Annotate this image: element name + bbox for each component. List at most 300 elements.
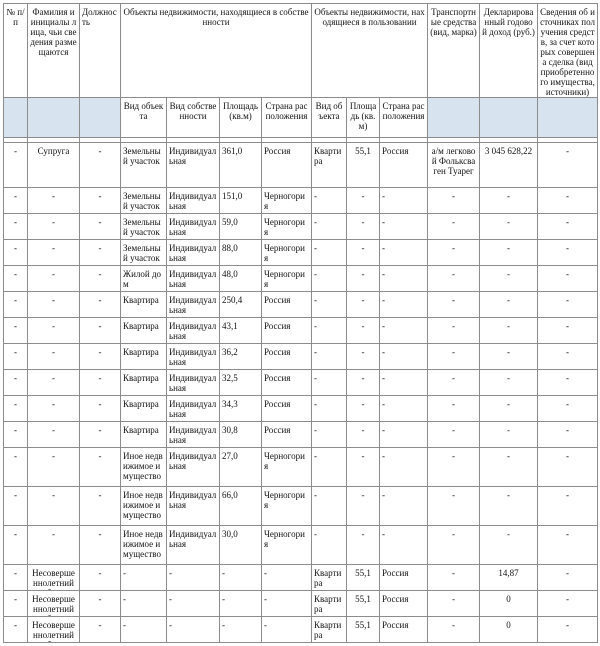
cell-owned-area	[220, 617, 262, 643]
table-row	[4, 214, 598, 240]
cell-used-type	[312, 188, 347, 214]
cell-position-text: -	[98, 191, 102, 201]
cell-owned-type	[121, 448, 167, 487]
cell-owned-ownership-text: -	[169, 568, 172, 578]
cell-name-text: Несовершеннолетний	[32, 568, 75, 588]
cell-sources	[538, 292, 598, 318]
cell-used-area-text: -	[361, 529, 365, 539]
cell-position	[80, 526, 121, 565]
cell-sources	[538, 448, 598, 487]
cell-transport-text: -	[452, 243, 456, 253]
cell-name	[28, 188, 80, 214]
cell-owned-country	[262, 370, 312, 396]
cell-owned-country	[262, 318, 312, 344]
cell-owned-area	[220, 565, 262, 591]
cell-income-text: -	[507, 529, 511, 539]
cell-num	[4, 143, 28, 188]
cell-owned-country	[262, 143, 312, 188]
cell-owned-ownership-text: -	[169, 594, 172, 604]
cell-transport	[428, 143, 480, 188]
cell-name	[28, 344, 80, 370]
cell-used-country-text: -	[382, 373, 386, 383]
cell-income	[480, 292, 538, 318]
cell-income	[480, 396, 538, 422]
cell-num	[4, 422, 28, 448]
cell-used-type-text: -	[314, 529, 318, 539]
cell-used-area	[347, 240, 380, 266]
cell-owned-country	[262, 214, 312, 240]
cell-used-country-text: -	[382, 321, 386, 331]
cell-income-text: -	[507, 269, 511, 279]
cell-sources-text: -	[566, 191, 570, 201]
cell-sources	[538, 266, 598, 292]
cell-position	[80, 448, 121, 487]
subheader-used-type: Вид объекта	[312, 98, 347, 138]
cell-name-text: Несовершеннолетний	[32, 620, 75, 640]
cell-owned-area-text: 27,0	[222, 451, 238, 461]
cell-income-text: -	[507, 243, 511, 253]
cell-owned-area	[220, 526, 262, 565]
cell-used-type-text: -	[314, 243, 318, 253]
cell-owned-ownership-text: Индивидуальная	[169, 399, 217, 419]
cell-owned-type-text: Земельный участок	[123, 146, 161, 166]
cell-num-text: -	[14, 594, 17, 604]
cell-used-country	[380, 422, 428, 448]
cell-transport	[428, 214, 480, 240]
cell-used-area	[347, 188, 380, 214]
cell-sources-text: -	[566, 373, 570, 383]
cell-num	[4, 617, 28, 643]
cell-owned-type	[121, 318, 167, 344]
cell-owned-type	[121, 143, 167, 188]
cell-position-text: -	[98, 620, 102, 630]
cell-owned-type	[121, 617, 167, 643]
table-row	[4, 240, 598, 266]
cell-owned-ownership-text: Индивидуальная	[169, 425, 217, 445]
cell-name	[28, 422, 80, 448]
subheader-owned-country: Страна расположения	[262, 98, 312, 138]
subheader-owned-ownership: Вид собственности	[167, 98, 220, 138]
cell-position	[80, 565, 121, 591]
cell-used-area-text: 55,1	[355, 620, 371, 630]
cell-name	[28, 396, 80, 422]
cell-used-area	[347, 422, 380, 448]
cell-used-area	[347, 266, 380, 292]
subheader-empty	[480, 98, 538, 138]
cell-income	[480, 448, 538, 487]
cell-owned-ownership	[167, 591, 220, 617]
cell-used-country	[380, 292, 428, 318]
cell-position	[80, 318, 121, 344]
cell-used-area	[347, 143, 380, 188]
table-row	[4, 526, 598, 565]
cell-used-area	[347, 292, 380, 318]
cell-owned-type-text: Иное недвижимое имущество	[123, 529, 163, 559]
cell-sources	[538, 344, 598, 370]
cell-sources-text: -	[566, 347, 570, 357]
cell-owned-area	[220, 422, 262, 448]
cell-name	[28, 448, 80, 487]
cell-position-text: -	[98, 373, 102, 383]
cell-owned-ownership-text: Индивидуальная	[169, 243, 217, 263]
cell-transport-text: -	[452, 620, 456, 630]
cell-name-text: -	[52, 321, 55, 331]
cell-income-text: -	[507, 295, 511, 305]
cell-sources	[538, 565, 598, 591]
cell-income	[480, 344, 538, 370]
cell-name	[28, 292, 80, 318]
cell-position	[80, 266, 121, 292]
cell-name-text: -	[52, 529, 55, 539]
cell-income	[480, 370, 538, 396]
cell-sources-text: -	[566, 243, 570, 253]
cell-owned-type-text: Иное недвижимое имущество	[123, 490, 163, 520]
table-row	[4, 617, 598, 643]
cell-num	[4, 344, 28, 370]
cell-num-text: -	[14, 146, 17, 156]
table-row	[4, 565, 598, 591]
cell-income-text: -	[507, 425, 511, 435]
cell-sources-text: -	[566, 425, 570, 435]
cell-position	[80, 422, 121, 448]
cell-position-text: -	[98, 399, 102, 409]
cell-name-text: Супруга	[37, 146, 70, 156]
cell-position	[80, 344, 121, 370]
cell-owned-type-text: -	[123, 568, 126, 578]
cell-income	[480, 266, 538, 292]
cell-name-text: -	[52, 490, 55, 500]
subheader-owned-type: Вид объекта	[121, 98, 167, 138]
cell-owned-country-text: Черногория	[264, 451, 305, 471]
cell-transport-text: -	[452, 529, 456, 539]
cell-sources-text: -	[566, 146, 570, 156]
cell-num-text: -	[14, 295, 17, 305]
cell-used-type-text: -	[314, 425, 318, 435]
cell-used-country	[380, 526, 428, 565]
cell-num	[4, 591, 28, 617]
cell-owned-area-text: 32,5	[222, 373, 238, 383]
table-row	[4, 448, 598, 487]
cell-num-text: -	[14, 243, 17, 253]
table-row	[4, 188, 598, 214]
cell-used-country-text: -	[382, 425, 386, 435]
cell-num	[4, 370, 28, 396]
header-name: Фамилия и инициалы лица, чьи сведения размещаются	[28, 4, 80, 98]
cell-owned-area-text: 59,0	[222, 217, 238, 227]
subheader-empty	[4, 98, 28, 138]
cell-used-country-text: -	[382, 529, 386, 539]
subheader-owned-area: Площадь (кв.м)	[220, 98, 262, 138]
cell-used-country	[380, 240, 428, 266]
cell-income	[480, 526, 538, 565]
cell-used-type-text: -	[314, 399, 318, 409]
cell-owned-area-text: 43,1	[222, 321, 238, 331]
cell-used-country-text: -	[382, 347, 386, 357]
cell-transport-text: -	[452, 594, 456, 604]
cell-sources-text: -	[566, 269, 570, 279]
cell-owned-country-text: -	[264, 620, 267, 630]
cell-position	[80, 214, 121, 240]
cell-num	[4, 188, 28, 214]
cell-used-country	[380, 214, 428, 240]
cell-owned-type	[121, 396, 167, 422]
cell-owned-area-text: 48,0	[222, 269, 238, 279]
cell-used-country	[380, 396, 428, 422]
cell-used-country-text: -	[382, 217, 386, 227]
cell-owned-country-text: Россия	[264, 321, 291, 331]
cell-used-area	[347, 396, 380, 422]
cell-name-text: -	[52, 451, 55, 461]
cell-used-area-text: -	[361, 425, 365, 435]
cell-used-area-text: -	[361, 295, 365, 305]
cell-transport-text: -	[452, 490, 456, 500]
cell-num-text: -	[14, 269, 17, 279]
cell-used-type	[312, 565, 347, 591]
cell-used-type-text: -	[314, 347, 318, 357]
cell-used-country-text: Россия	[382, 146, 409, 156]
cell-name	[28, 143, 80, 188]
cell-transport-text: -	[452, 191, 456, 201]
cell-sources	[538, 617, 598, 643]
cell-num	[4, 318, 28, 344]
table-row	[4, 422, 598, 448]
table-row	[4, 318, 598, 344]
cell-transport	[428, 266, 480, 292]
table-row	[4, 591, 598, 617]
cell-owned-country-text: Россия	[264, 425, 291, 435]
cell-income-text: -	[507, 321, 511, 331]
cell-owned-ownership-text: Индивидуальная	[169, 295, 217, 315]
cell-owned-ownership-text: -	[169, 620, 172, 630]
cell-name	[28, 214, 80, 240]
cell-used-country-text: Россия	[382, 594, 409, 604]
cell-income-text: -	[507, 191, 511, 201]
cell-owned-area-text: -	[222, 568, 225, 578]
cell-owned-area	[220, 266, 262, 292]
cell-num	[4, 448, 28, 487]
cell-owned-country	[262, 591, 312, 617]
cell-transport	[428, 422, 480, 448]
cell-used-type	[312, 591, 347, 617]
cell-owned-type-text: Квартира	[123, 399, 159, 409]
cell-income-text: 14,87	[498, 568, 519, 578]
cell-used-area	[347, 344, 380, 370]
cell-sources	[538, 214, 598, 240]
cell-used-type-text: -	[314, 191, 318, 201]
cell-income-text: 0	[506, 620, 511, 630]
header-position: Должность	[80, 4, 121, 98]
subheader-empty	[538, 98, 598, 138]
cell-sources-text: -	[566, 451, 570, 461]
cell-position	[80, 188, 121, 214]
cell-owned-country	[262, 292, 312, 318]
cell-used-area-text: -	[361, 217, 365, 227]
cell-income-text: 0	[506, 594, 511, 604]
cell-used-type	[312, 214, 347, 240]
cell-owned-type	[121, 422, 167, 448]
cell-owned-area-text: -	[222, 594, 225, 604]
table-row	[4, 292, 598, 318]
cell-sources	[538, 591, 598, 617]
cell-owned-area-text: 250,4	[222, 295, 243, 305]
cell-owned-area	[220, 487, 262, 526]
cell-used-area-text: -	[361, 373, 365, 383]
cell-transport-text: а/м легковой Фольксваген Туарег	[431, 146, 476, 176]
cell-owned-area	[220, 292, 262, 318]
cell-owned-ownership	[167, 344, 220, 370]
cell-transport	[428, 487, 480, 526]
cell-num-text: -	[14, 191, 17, 201]
cell-owned-ownership-text: Индивидуальная	[169, 321, 217, 341]
cell-num-text: -	[14, 217, 17, 227]
cell-owned-country	[262, 266, 312, 292]
cell-transport-text: -	[452, 399, 456, 409]
table-body	[4, 143, 598, 643]
cell-owned-country	[262, 188, 312, 214]
cell-owned-ownership	[167, 422, 220, 448]
cell-transport	[428, 617, 480, 643]
cell-name-text: -	[52, 373, 55, 383]
cell-owned-type-text: Земельный участок	[123, 191, 161, 211]
cell-used-type	[312, 526, 347, 565]
cell-used-country-text: -	[382, 490, 386, 500]
cell-name-text: -	[52, 191, 55, 201]
cell-owned-ownership	[167, 396, 220, 422]
cell-name	[28, 266, 80, 292]
cell-used-country	[380, 188, 428, 214]
cell-sources	[538, 318, 598, 344]
cell-used-country	[380, 487, 428, 526]
cell-transport	[428, 591, 480, 617]
cell-owned-ownership	[167, 266, 220, 292]
cell-owned-type	[121, 591, 167, 617]
cell-income	[480, 214, 538, 240]
cell-income-text: -	[507, 347, 511, 357]
cell-owned-type-text: Квартира	[123, 295, 159, 305]
cell-owned-ownership	[167, 214, 220, 240]
cell-used-country	[380, 344, 428, 370]
cell-transport	[428, 292, 480, 318]
cell-sources-text: -	[566, 295, 570, 305]
cell-num-text: -	[14, 321, 17, 331]
cell-sources-text: -	[566, 529, 570, 539]
cell-position-text: -	[98, 490, 102, 500]
cell-income	[480, 143, 538, 188]
cell-used-area	[347, 487, 380, 526]
table-row	[4, 396, 598, 422]
cell-sources-text: -	[566, 399, 570, 409]
cell-transport	[428, 565, 480, 591]
cell-position	[80, 143, 121, 188]
cell-used-area-text: 55,1	[355, 594, 371, 604]
cell-owned-ownership-text: Индивидуальная	[169, 217, 217, 237]
subheader-row	[4, 98, 598, 138]
cell-used-type-text: Квартира	[314, 620, 342, 640]
cell-owned-ownership-text: Индивидуальная	[169, 490, 217, 510]
cell-owned-country	[262, 565, 312, 591]
table-row	[4, 370, 598, 396]
cell-num-text: -	[14, 425, 17, 435]
cell-position	[80, 240, 121, 266]
cell-num	[4, 526, 28, 565]
cell-owned-country	[262, 617, 312, 643]
cell-owned-area-text: 88,0	[222, 243, 238, 253]
cell-used-country-text: Россия	[382, 620, 409, 630]
cell-used-country-text: -	[382, 295, 386, 305]
cell-owned-ownership	[167, 143, 220, 188]
cell-used-area	[347, 617, 380, 643]
cell-sources	[538, 188, 598, 214]
cell-used-type	[312, 396, 347, 422]
cell-used-area-text: -	[361, 191, 365, 201]
cell-used-type-text: -	[314, 295, 318, 305]
header-transport: Транспортные средства (вид, марка)	[428, 4, 480, 98]
cell-owned-area	[220, 318, 262, 344]
cell-income-text: -	[507, 373, 511, 383]
cell-name-text: -	[52, 243, 55, 253]
cell-position-text: -	[98, 217, 102, 227]
cell-owned-type-text: Земельный участок	[123, 243, 161, 263]
cell-sources-text: -	[566, 321, 570, 331]
cell-owned-area	[220, 214, 262, 240]
cell-used-area-text: -	[361, 490, 365, 500]
cell-owned-type	[121, 292, 167, 318]
table-row	[4, 266, 598, 292]
cell-used-country	[380, 318, 428, 344]
cell-owned-ownership	[167, 448, 220, 487]
cell-num	[4, 396, 28, 422]
cell-transport	[428, 344, 480, 370]
cell-income	[480, 487, 538, 526]
cell-owned-area	[220, 240, 262, 266]
cell-owned-type-text: Квартира	[123, 347, 159, 357]
cell-owned-type	[121, 344, 167, 370]
cell-owned-country-text: Черногория	[264, 217, 305, 237]
cell-name	[28, 617, 80, 643]
cell-owned-country-text: Россия	[264, 295, 291, 305]
cell-used-type	[312, 344, 347, 370]
cell-transport	[428, 526, 480, 565]
header-num: № п/п	[4, 4, 28, 98]
cell-sources	[538, 240, 598, 266]
cell-num-text: -	[14, 529, 17, 539]
cell-owned-country-text: Черногория	[264, 529, 305, 549]
cell-used-country-text: -	[382, 269, 386, 279]
subheader-empty	[428, 98, 480, 138]
cell-name	[28, 370, 80, 396]
cell-owned-type-text: Иное недвижимое имущество	[123, 451, 163, 481]
cell-name-text: -	[52, 295, 55, 305]
cell-owned-type	[121, 214, 167, 240]
cell-num	[4, 214, 28, 240]
cell-used-type	[312, 370, 347, 396]
cell-owned-area-text: 30,8	[222, 425, 238, 435]
cell-position-text: -	[98, 295, 102, 305]
cell-owned-country-text: Черногория	[264, 191, 305, 211]
cell-owned-type-text: Земельный участок	[123, 217, 161, 237]
cell-position-text: -	[98, 425, 102, 435]
cell-owned-area	[220, 591, 262, 617]
cell-income	[480, 617, 538, 643]
cell-owned-type-text: Квартира	[123, 321, 159, 331]
cell-owned-ownership	[167, 292, 220, 318]
cell-used-country-text: -	[382, 399, 386, 409]
cell-transport	[428, 370, 480, 396]
cell-used-country	[380, 143, 428, 188]
cell-num	[4, 292, 28, 318]
cell-used-type-text: -	[314, 269, 318, 279]
cell-owned-ownership-text: Индивидуальная	[169, 529, 217, 549]
